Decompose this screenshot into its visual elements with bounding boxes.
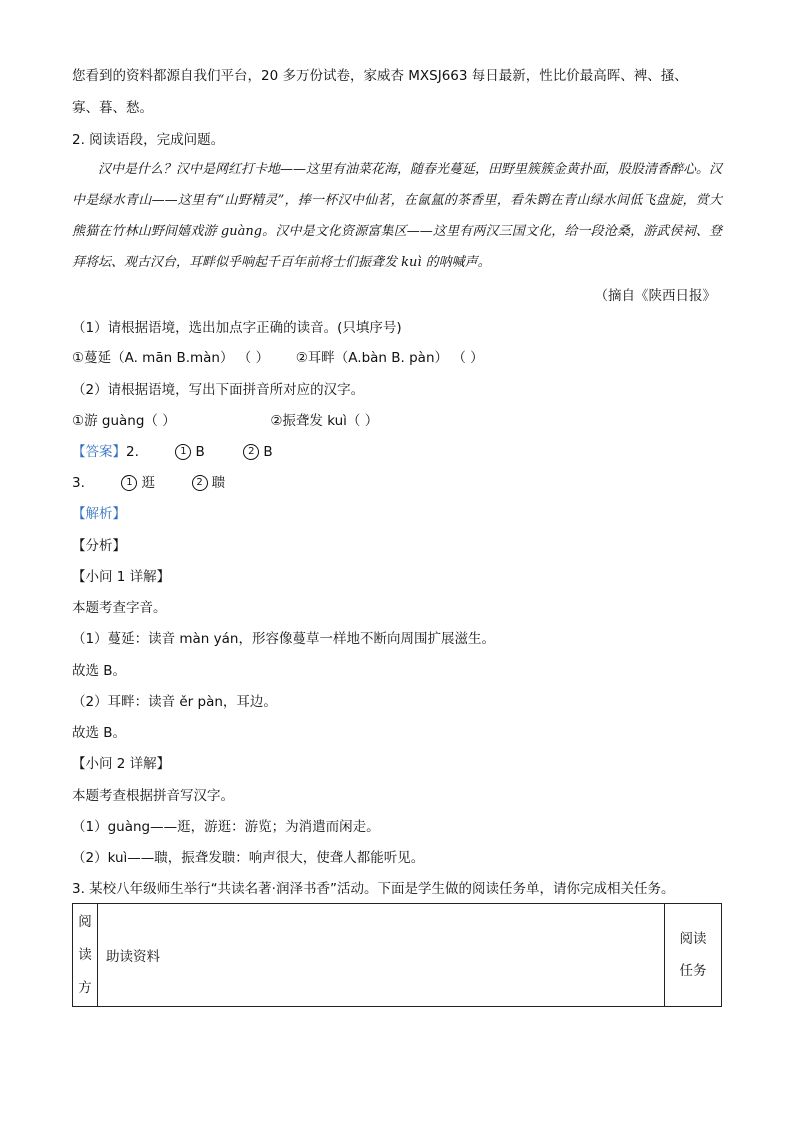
analysis-label: 【解析】 <box>72 506 126 522</box>
explanation-kui: （2）kuì——聩，振聋发聩：响声很大，使聋人都能听见。 <box>72 850 425 866</box>
conclusion-1: 故选 B。 <box>72 663 127 679</box>
explanation-guang: （1）guàng——逛，游逛：游览；为消遣而闲走。 <box>72 819 380 835</box>
subquestion-2-detail-heading: 【小问 2 详解】 <box>72 756 171 772</box>
explanation-erpan: （2）耳畔：读音 ěr pàn，耳边。 <box>72 694 277 710</box>
intro-line-2: 寡、暮、愁。 <box>72 100 153 116</box>
answer-char-2: 聩 <box>211 475 226 491</box>
header-reading-task <box>665 904 722 1007</box>
header-reading-method <box>73 904 98 1007</box>
option-manyan: ①蔓延（A. mān B.màn） <box>72 350 234 366</box>
subquestion-1-lead: 本题考查字音。 <box>72 600 167 616</box>
question-3-title: 3. 某校八年级师生举行“共读名著·润泽书香”活动。下面是学生做的阅读任务单，请你完成相关任务。 <box>72 881 675 897</box>
reading-task-table <box>72 903 722 1007</box>
passage-source: （摘自《陕西日报》 <box>594 288 716 304</box>
explanation-manyan: （1）蔓延：读音 màn yán，形容像蔓草一样地不断向周围扩展滋生。 <box>72 631 495 647</box>
item-zhenlongfakui: ②振聋发 kuì（ ） <box>270 413 379 429</box>
answer-value-1: B <box>195 444 205 460</box>
subquestion-2: （2）请根据语境，写出下面拼音所对应的汉字。 <box>72 382 365 398</box>
passage-text: 汉中是什么？汉中是网红打卡地——这里有油菜花海，随春光蔓延，田野里簇簇金黄扑面，股股清香醉心。汉中是绿水青山——这里有“山野精灵”，捧一杯汉中仙茗，在氤氲的茶香里，看朱鹮在青山绿水间低飞盘旋，赏大熊猫在竹林山野间嬉戏游 guàng。汉中是文化资源富集区——这里有两汉三国文化，给一段沧桑，游武侯祠、登拜将坛、观古汉台，耳畔似乎响起千百年前将士们振聋发 kuì 的呐喊声。 <box>72 162 723 270</box>
circled-number-2: 2 <box>243 444 259 460</box>
subquestion-2-lead: 本题考查根据拼音写汉字。 <box>72 788 234 804</box>
reading-passage <box>72 154 722 278</box>
answer-label: 【答案】 <box>72 444 126 460</box>
circled-number-1b: 1 <box>121 475 137 491</box>
question-2-title: 2. 阅读语段，完成问题。 <box>72 132 225 148</box>
circled-number-2b: 2 <box>192 475 208 491</box>
answer-q2-number: 2. <box>126 444 139 460</box>
header-reading-materials: 助读资料 <box>98 904 665 1007</box>
table-header-row <box>73 904 722 1007</box>
answer-char-1: 逛 <box>141 475 155 491</box>
header-char: 阅 <box>78 913 92 930</box>
answer-blank-2: （ ） <box>452 350 484 366</box>
subquestion-1-detail-heading: 【小问 1 详解】 <box>72 569 171 585</box>
item-youguang: ①游 guàng（ ） <box>72 413 176 429</box>
answer-row-2 <box>72 442 722 462</box>
conclusion-2: 故选 B。 <box>72 725 127 741</box>
header-char: 读 <box>78 946 92 963</box>
answer-blank-1: （ ） <box>237 350 270 366</box>
analysis-heading: 【分析】 <box>72 538 126 554</box>
header-char: 方 <box>78 979 92 996</box>
intro-line-1: 您看到的资料都源自我们平台，20 多万份试卷，家威杏 MXSJ663 每日最新，性比价最高晖、裨、搔、 <box>72 68 688 84</box>
header-line: 任务 <box>679 963 707 979</box>
circled-number-1: 1 <box>175 444 191 460</box>
subquestion-1-options <box>72 348 722 368</box>
header-line: 阅读 <box>679 931 707 947</box>
answer-q3-number: 3. <box>72 475 85 491</box>
subquestion-2-items <box>72 411 722 431</box>
option-erpan: ②耳畔（A.bàn B. pàn） <box>295 350 449 366</box>
subquestion-1: （1）请根据语境，选出加点字正确的读音。(只填序号) <box>72 320 402 336</box>
answer-row-3 <box>72 473 722 493</box>
answer-value-2: B <box>263 444 273 460</box>
